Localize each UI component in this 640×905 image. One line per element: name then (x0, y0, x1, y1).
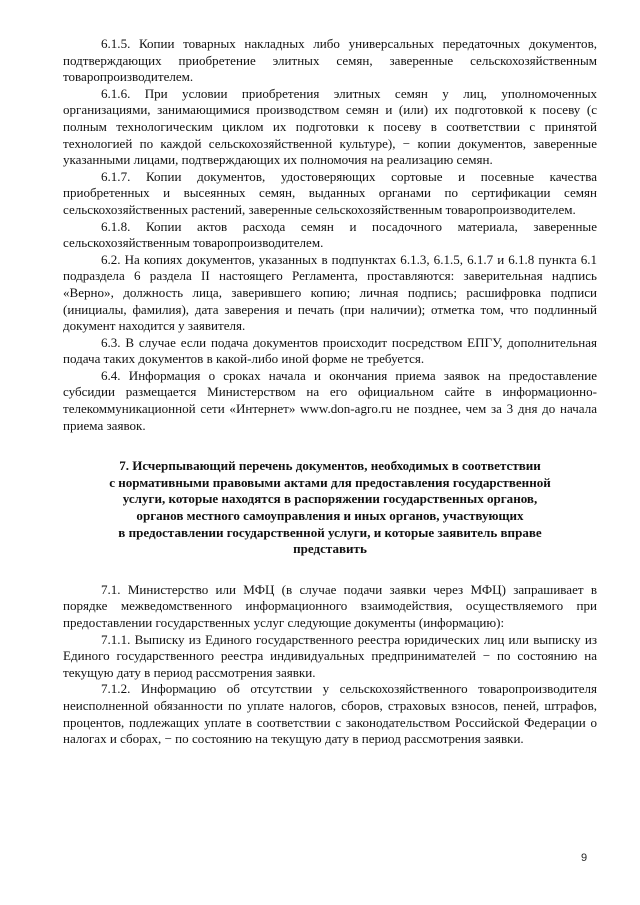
paragraph-6-1-7: 6.1.7. Копии документов, удостоверяющих сортовые и посевные качества приобретенных и высеянных семян, выданных органами по сертификации семян сельскохозяйственных растений, заверенные сельскохозяйственным товаропроизводителем. (63, 168, 597, 217)
section-heading-line: органов местного самоуправления и иных органов, участвующих (136, 508, 524, 524)
section-heading-line: представить (293, 541, 367, 557)
section-heading-line: в предоставлении государственной услуги, и которые заявитель вправе (118, 524, 542, 540)
paragraph-7-1-1: 7.1.1. Выписку из Единого государственного реестра юридических лиц или выписку из Единого государственного реестра индивидуальных предпринимателей − по состоянию на текущую дату в период рассмотрения заявки. (63, 631, 597, 680)
page-content (63, 36, 597, 748)
paragraph-6-2: 6.2. На копиях документов, указанных в подпунктах 6.1.3, 6.1.5, 6.1.7 и 6.1.8 пункта 6.1 подраздела 6 раздела II настоящего Регламента, проставляются: заверительная надпись «Верно», должность лица, заверившего копию; личная подпись; расшифровка подписи (инициалы, фамилия), дата заверения и печать (при наличии); отметка том, что подлинный документ находится у заявителя. (63, 251, 597, 334)
paragraph-6-1-5: 6.1.5. Копии товарных накладных либо универсальных передаточных документов, подтверждающих приобретение элитных семян, заверенные сельскохозяйственным товаропроизводителем. (63, 36, 597, 85)
paragraph-6-1-6: 6.1.6. При условии приобретения элитных семян у лиц, уполномоченных организациями, занимающимися производством семян и (или) их подготовкой к посеву (с полным технологическим циклом их подготовки к посеву в соответствии с принятой технологией по каждой сельскохозяйственной культуре), − копии документов, заверенные указанными лицами, подтверждающих их полномочия на реализацию семян. (63, 85, 597, 168)
section-7-heading (63, 458, 597, 558)
paragraph-7-1-2: 7.1.2. Информацию об отсутствии у сельскохозяйственного товаропроизводителя неисполненной обязанности по уплате налогов, сборов, страховых взносов, пеней, штрафов, процентов, подлежащих уплате в соответствии с законодательством Российской Федерации о налогах и сборах, − по состоянию на текущую дату в период рассмотрения заявки. (63, 681, 597, 747)
paragraph-6-3: 6.3. В случае если подача документов происходит посредством ЕПГУ, дополнительная подача таких документов в какой-либо иной форме не требуется. (63, 334, 597, 367)
section-heading-line: с нормативными правовыми актами для предоставления государственной (109, 474, 551, 490)
paragraph-6-1-8: 6.1.8. Копии актов расхода семян и посадочного материала, заверенные сельскохозяйственным товаропроизводителем. (63, 218, 597, 251)
paragraph-7-1: 7.1. Министерство или МФЦ (в случае подачи заявки через МФЦ) запрашивает в порядке межведомственного информационного взаимодействия, осуществляемого при предоставлении государственных услуг следующие документы (информацию): (63, 581, 597, 630)
section-heading-line: услуги, которые находятся в распоряжении государственных органов, (122, 491, 538, 507)
page-number: 9 (581, 852, 588, 864)
paragraph-6-4: 6.4. Информация о сроках начала и окончания приема заявок на предоставление субсидии размещается Министерством на его официальном сайте в информационно-телекоммуникационной сети «Интернет» www.don-agro.ru не позднее, чем за 3 дня до начала приема заявок. (63, 367, 597, 433)
section-heading-line: 7. Исчерпывающий перечень документов, необходимых в соответствии (119, 458, 541, 474)
